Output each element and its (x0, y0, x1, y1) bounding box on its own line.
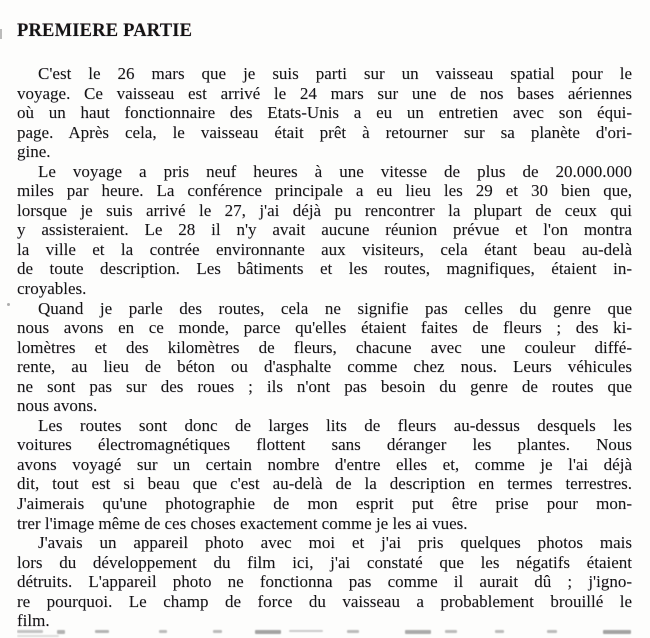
text-line: lorsque je suis arrivé le 27, j'ai déjà pu rencontrer la plupart de ceux qui (17, 200, 632, 220)
document-body (17, 64, 632, 631)
paragraph (17, 64, 632, 162)
text-line: nous avons. (17, 396, 98, 416)
text-line: J'avais un appareil photo avec moi et j'ai pris quelques photos mais (38, 533, 632, 553)
text-line: Le voyage a pris neuf heures à une vitesse de plus de 20.000.000 (38, 161, 632, 181)
text-line: J'aimerais qu'une photographie de mon esprit put être prise pour mon- (17, 494, 632, 514)
text-line: détruits. L'appareil photo ne fonctionna pas comme il aurait dû ; j'igno- (17, 572, 632, 592)
text-line: re pourquoi. Le champ de force du vaisseau a probablement brouillé le (17, 591, 632, 611)
paragraph (17, 299, 632, 416)
text-line: film. (17, 611, 50, 631)
paragraph (17, 533, 632, 631)
text-line: trer l'image même de ces choses exactement comme je les ai vues. (17, 513, 468, 533)
text-line: la ville et la contrée environnante aux visiteurs, cela étant beau au-delà (17, 239, 632, 259)
text-line: où un haut fonctionnaire des Etats-Unis a eu un entretien avec son équi- (17, 103, 632, 123)
scan-artifact-edge-mark (0, 29, 2, 39)
paragraph (17, 416, 632, 533)
text-line: miles par heure. La conférence principale a eu lieu les 29 et 30 bien que, (17, 181, 632, 201)
text-line: Quand je parle des routes, cela ne signifie pas celles du genre que (38, 298, 632, 318)
text-line: ne sont pas sur des roues ; ils n'ont pas besoin du genre de routes que (17, 376, 632, 396)
scan-artifact-dot (7, 303, 10, 306)
text-line: Les routes sont donc de larges lits de fleurs au-dessus desquels les (38, 415, 632, 435)
text-line: voyage. Ce vaisseau est arrivé le 24 mars sur une de nos bases aériennes (17, 83, 632, 103)
text-line: C'est le 26 mars que je suis parti sur un vaisseau spatial pour le (38, 64, 632, 83)
text-line: dit, tout est si beau que c'est au-delà de la description en termes terrestres. (17, 474, 632, 494)
page-title: PREMIERE PARTIE (17, 21, 193, 41)
text-line: rente, au lieu de béton ou d'asphalte comme chez nous. Leurs véhicules (17, 357, 632, 377)
text-line: lomètres et des kilomètres de fleurs, chacune avec une couleur diffé- (17, 337, 632, 357)
text-line: de toute description. Les bâtiments et les routes, magnifiques, étaient in- (17, 259, 632, 279)
paragraph (17, 162, 632, 299)
text-line: croyables. (17, 279, 87, 299)
text-line: page. Après cela, le vaisseau était prêt à retourner sur sa planète d'ori- (17, 122, 632, 142)
text-line: lors du développement du film ici, j'ai constaté que les négatifs étaient (17, 552, 632, 572)
text-line: nous avons en ce monde, parce qu'elles étaient faites de fleurs ; des ki- (17, 318, 632, 338)
text-line: avons voyagé sur un certain nombre d'entre elles et, comme je l'ai déjà (17, 454, 632, 474)
text-line: y assisteraient. Le 28 il n'y avait aucune réunion prévue et l'on montra (17, 220, 632, 240)
text-line: voitures électromagnétiques flottent sans déranger les plantes. Nous (17, 435, 632, 455)
text-line: gine. (17, 142, 51, 162)
cut-off-text-line (17, 629, 632, 638)
